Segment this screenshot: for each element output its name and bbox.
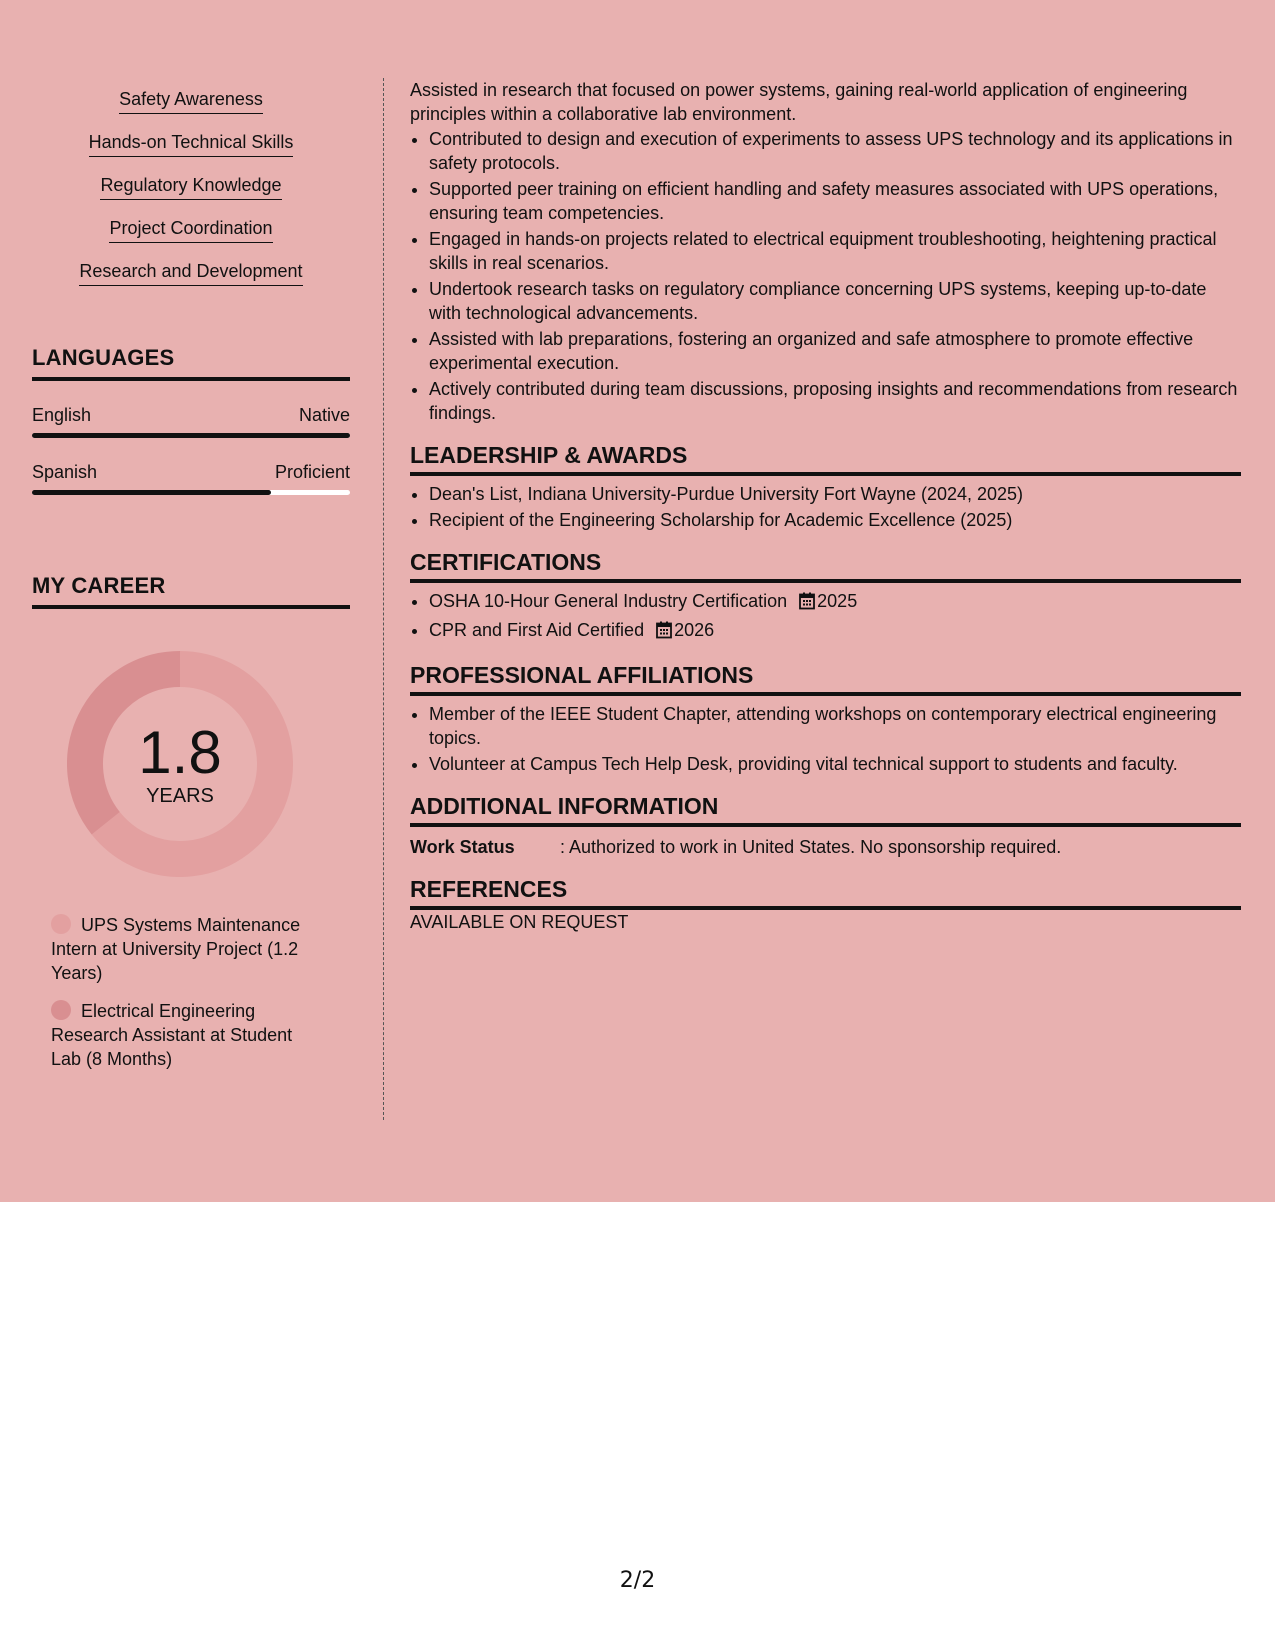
language-proficiency-fill (32, 433, 350, 438)
career-total-value: 1.8 (138, 719, 222, 786)
experience-bullets (410, 127, 1241, 425)
career-total-unit: YEARS (146, 785, 214, 807)
affiliation-item: • Volunteer at Campus Tech Help Desk, providing vital technical support to students and faculty. (429, 752, 1241, 776)
certification-item (429, 618, 1241, 645)
language-item (32, 462, 350, 495)
leadership-list (410, 482, 1241, 532)
certifications-list (410, 589, 1241, 645)
experience-bullet: • Engaged in hands-on projects related to electrical equipment troubleshooting, heightening practical skills in real scenarios. (429, 227, 1241, 275)
skill-item: Project Coordination (109, 217, 272, 243)
leadership-heading: LEADERSHIP & AWARDS (410, 441, 1241, 476)
career-item-text: UPS Systems Maintenance Intern at University Project (1.2 Years) (51, 915, 301, 983)
career-heading: MY CAREER (32, 573, 350, 609)
skill-item: Regulatory Knowledge (100, 174, 281, 200)
experience-bullet: • Actively contributed during team discussions, proposing insights and recommendations from research findings. (429, 377, 1241, 425)
experience-intro: Assisted in research that focused on power systems, gaining real-world application of engineering principles within a collaborative lab environment. (410, 80, 1188, 124)
languages-heading: LANGUAGES (32, 345, 350, 381)
calendar-icon (656, 621, 672, 645)
work-status-label: Work Status (410, 837, 515, 857)
additional-info-heading: ADDITIONAL INFORMATION (410, 792, 1241, 827)
legend-dot-icon (51, 1000, 71, 1020)
work-status-value: : Authorized to work in United States. No sponsorship required. (560, 837, 1062, 857)
language-item (32, 405, 350, 438)
certification-year: 2026 (674, 620, 715, 640)
language-proficiency-bar (32, 490, 350, 495)
work-status-row (410, 835, 1241, 859)
language-proficiency-bar (32, 433, 350, 438)
right-column (410, 78, 1241, 934)
column-divider (383, 78, 384, 1120)
affiliation-item: • Member of the IEEE Student Chapter, attending workshops on contemporary electrical engineering topics. (429, 702, 1241, 750)
career-legend (51, 913, 321, 1071)
experience-bullet: • Supported peer training on efficient handling and safety measures associated with UPS operations, ensuring team competencies. (429, 177, 1241, 225)
page-number: 2/2 (619, 1568, 656, 1593)
certification-year: 2025 (817, 591, 858, 611)
experience-bullet: • Assisted with lab preparations, fostering an organized and safe atmosphere to promote effective experimental execution. (429, 327, 1241, 375)
experience-bullet: • Contributed to design and execution of experiments to assess UPS technology and its applications in safety protocols. (429, 127, 1241, 175)
left-column (32, 78, 350, 1085)
language-level: Native (298, 405, 350, 425)
certifications-heading: CERTIFICATIONS (410, 548, 1241, 583)
career-item-text: Electrical Engineering Research Assistant at Student Lab (8 Months) (51, 1001, 293, 1069)
calendar-icon (799, 592, 815, 616)
language-name: English (32, 405, 92, 425)
skill-item: Research and Development (79, 260, 302, 286)
career-donut-chart (67, 651, 293, 877)
language-proficiency-fill (32, 490, 271, 495)
career-legend-item (51, 999, 321, 1071)
certification-name: CPR and First Aid Certified (429, 620, 645, 640)
career-legend-item (51, 913, 321, 985)
experience-bullet: • Undertook research tasks on regulatory compliance concerning UPS systems, keeping up-to-date with technological advancements. (429, 277, 1241, 325)
certification-name: OSHA 10-Hour General Industry Certification (429, 591, 788, 611)
legend-dot-icon (51, 914, 71, 934)
language-name: Spanish (32, 462, 98, 482)
leadership-item: • Dean's List, Indiana University-Purdue University Fort Wayne (2024, 2025) (429, 482, 1241, 506)
affiliations-heading: PROFESSIONAL AFFILIATIONS (410, 661, 1241, 696)
skill-item: Safety Awareness (119, 88, 263, 114)
skill-item: Hands-on Technical Skills (89, 131, 294, 157)
leadership-item: • Recipient of the Engineering Scholarship for Academic Excellence (2025) (429, 508, 1241, 532)
language-level: Proficient (274, 462, 350, 482)
references-heading: REFERENCES (410, 875, 1241, 910)
certification-item (429, 589, 1241, 616)
skills-list (32, 78, 350, 303)
references-text: AVAILABLE ON REQUEST (410, 912, 629, 932)
affiliations-list (410, 702, 1241, 776)
